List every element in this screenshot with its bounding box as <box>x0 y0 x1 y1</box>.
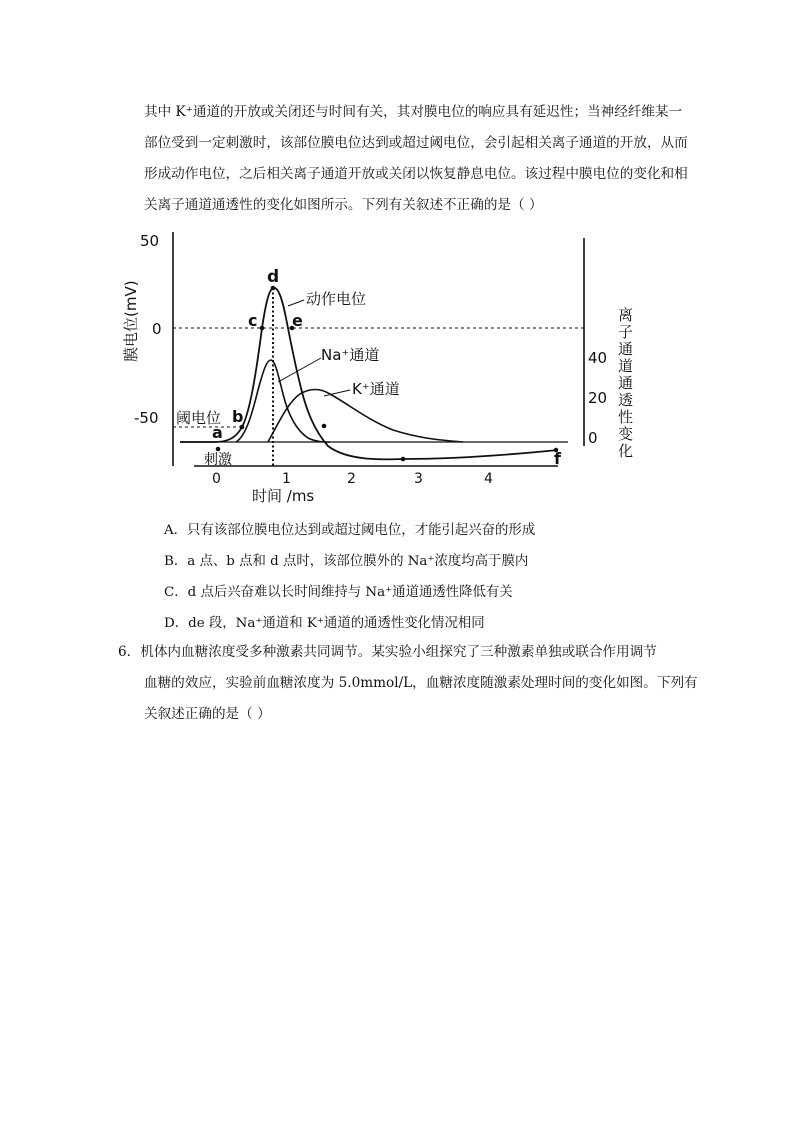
right-axis-char: 性 <box>618 408 634 426</box>
option-d: D．de 段，Na⁺通道和 K⁺通道的通透性变化情况相同 <box>164 616 485 631</box>
time-tick-label: 0 <box>212 471 221 487</box>
option-a: A．只有该部位膜电位达到或超过阈电位，才能引起兴奋的形成 <box>164 523 536 538</box>
question-6-line: 关叙述正确的是（ ） <box>144 706 271 722</box>
right-axis-char: 通 <box>618 340 634 358</box>
point-label-a: a <box>212 423 223 442</box>
point-min-marker <box>401 457 406 462</box>
right-tick-label: 20 <box>588 389 608 407</box>
question-6 <box>118 637 698 730</box>
right-axis-char: 子 <box>618 323 634 341</box>
right-axis-char: 通 <box>618 374 634 392</box>
left-tick-label: 50 <box>140 232 160 250</box>
left-axis-label: 膜电位(mV) <box>122 280 140 362</box>
right-axis-char: 变 <box>618 425 634 443</box>
point-label-b: b <box>232 407 244 426</box>
question-6-line: 血糖的效应，实验前血糖浓度为 5.0mmol/L，血糖浓度随激素处理时间的变化如图。下列有 <box>144 675 698 691</box>
point-a-marker <box>216 447 221 452</box>
left-tick-label: 0 <box>152 320 162 338</box>
time-tick-label: 2 <box>347 471 356 487</box>
option-b: B．a 点、b 点和 d 点时，该部位膜外的 Na⁺浓度均高于膜内 <box>164 554 529 569</box>
right-axis-char: 透 <box>618 391 634 409</box>
intro-line: 其中 K⁺通道的开放或关闭还与时间有关，其对膜电位的响应具有延迟性；当神经纤维某一 <box>144 104 683 120</box>
right-tick-label: 0 <box>588 429 598 447</box>
intro-line: 部位受到一定刺激时，该部位膜电位达到或超过阈电位，会引起相关离子通道的开放，从而 <box>144 135 688 151</box>
stimulus-label: 刺激 <box>204 452 232 468</box>
point-label-e: e <box>292 311 303 330</box>
time-tick-label: 3 <box>414 471 423 487</box>
intro-paragraph <box>144 97 688 221</box>
option-c: C．d 点后兴奋难以长时间维持与 Na⁺通道通透性降低有关 <box>164 585 513 600</box>
point-label-d: d <box>267 267 280 287</box>
right-axis-label <box>618 306 633 460</box>
point-label-f: f <box>554 449 561 468</box>
point-k-marker <box>322 424 327 429</box>
na-channel-label: Na⁺通道 <box>321 346 380 364</box>
point-label-c: c <box>248 311 258 330</box>
k-channel-label: K⁺通道 <box>352 380 400 398</box>
intro-line: 形成动作电位，之后相关离子通道开放或关闭以恢复静息电位。该过程中膜电位的变化和相 <box>144 166 688 182</box>
time-axis-label: 时间 /ms <box>252 487 315 505</box>
right-tick-label: 40 <box>588 349 608 367</box>
point-c-marker <box>260 326 265 331</box>
action-potential-curve <box>180 288 558 460</box>
time-tick-label: 4 <box>484 471 493 487</box>
action-potential-figure <box>118 224 648 508</box>
right-axis-char: 化 <box>618 442 634 460</box>
right-axis-char: 道 <box>618 357 634 375</box>
left-tick-label: -50 <box>134 409 159 427</box>
right-axis-char: 离 <box>618 306 634 324</box>
time-tick-label: 1 <box>282 471 291 487</box>
threshold-label: 阈电位 <box>176 409 222 427</box>
action-potential-label: 动作电位 <box>306 290 367 308</box>
action-potential-leader <box>288 300 304 306</box>
intro-line: 关离子通道通透性的变化如图所示。下列有关叙述不正确的是（ ） <box>144 197 543 213</box>
question-6-line: 6．机体内血糖浓度受多种激素共同调节。某实验小组探究了三种激素单独或联合作用调节 <box>118 644 657 660</box>
